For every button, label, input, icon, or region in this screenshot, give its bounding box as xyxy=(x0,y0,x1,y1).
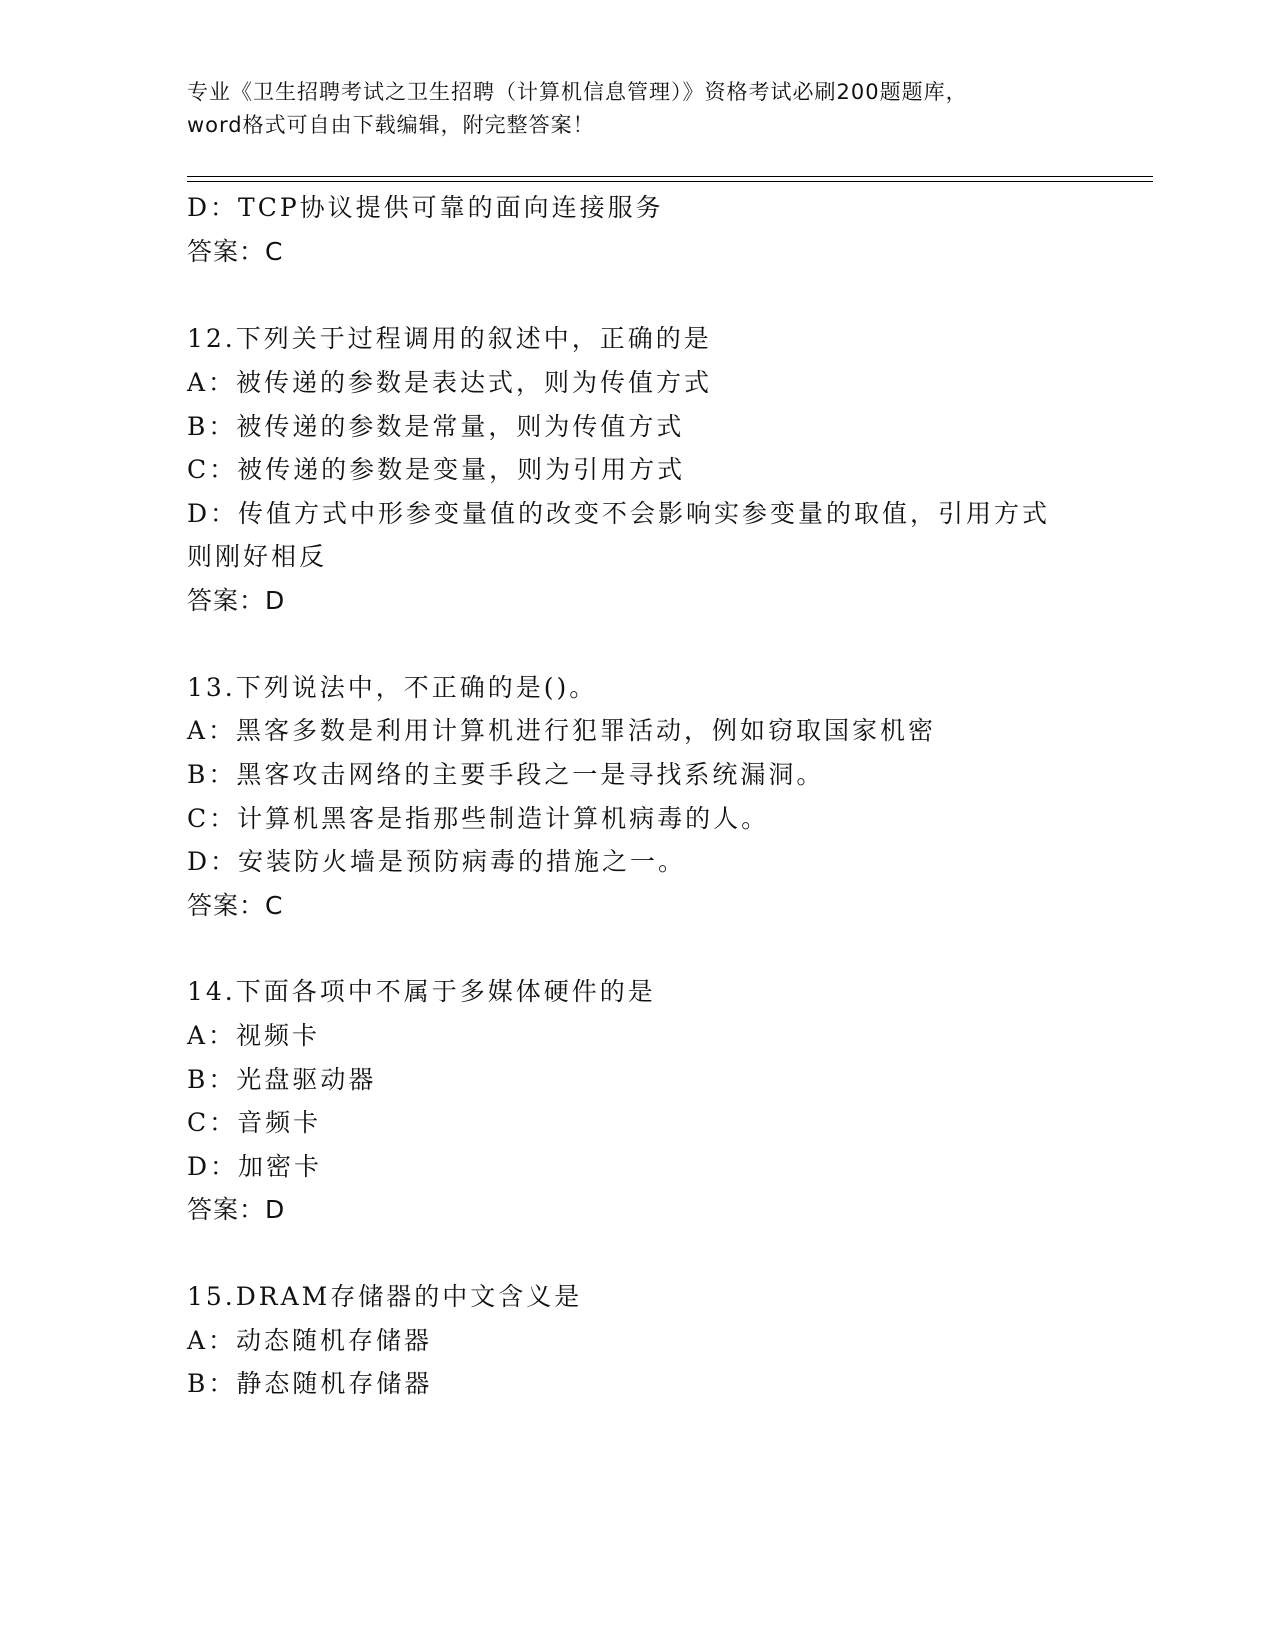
q12-option-d-line-1: D：传值方式中形参变量值的改变不会影响实参变量的取值，引用方式 xyxy=(187,499,1051,528)
q13-option-b: B：黑客攻击网络的主要手段之一是寻找系统漏洞。 xyxy=(187,760,825,789)
q12-option-d-line-2: 则刚好相反 xyxy=(187,542,328,571)
header-title-line-1: 专业《卫生招聘考试之卫生招聘（计算机信息管理）》资格考试必刷200题题库， xyxy=(187,80,968,104)
q14-option-d: D：加密卡 xyxy=(187,1152,323,1181)
q12-option-b: B：被传递的参数是常量，则为传值方式 xyxy=(187,412,685,441)
q12-option-c: C：被传递的参数是变量，则为引用方式 xyxy=(187,455,686,484)
q13-answer: 答案：C xyxy=(187,891,284,920)
q14-option-b: B：光盘驱动器 xyxy=(187,1065,377,1094)
q13-option-d: D：安装防火墙是预防病毒的措施之一。 xyxy=(187,847,687,876)
q13-option-c: C：计算机黑客是指那些制造计算机病毒的人。 xyxy=(187,804,770,833)
q15-stem: 15.DRAM存储器的中文含义是 xyxy=(187,1282,583,1311)
q13-stem: 13.下列说法中，不正确的是()。 xyxy=(187,673,598,702)
q14-option-c: C：音频卡 xyxy=(187,1108,322,1137)
q15-option-a: A：动态随机存储器 xyxy=(187,1326,433,1355)
q14-answer: 答案：D xyxy=(187,1195,286,1224)
q13-option-a: A：黑客多数是利用计算机进行犯罪活动，例如窃取国家机密 xyxy=(187,716,937,745)
prev-question-answer: 答案：C xyxy=(187,237,284,266)
prev-question-option-d: D：TCP协议提供可靠的面向连接服务 xyxy=(187,193,664,222)
q12-stem: 12.下列关于过程调用的叙述中，正确的是 xyxy=(187,324,712,353)
q12-option-a: A：被传递的参数是表达式，则为传值方式 xyxy=(187,368,713,397)
q12-answer: 答案：D xyxy=(187,586,286,615)
q15-option-b: B：静态随机存储器 xyxy=(187,1369,433,1398)
header-title-line-2: word格式可自由下载编辑，附完整答案！ xyxy=(187,113,595,137)
header-divider-top xyxy=(187,176,1153,177)
document-header xyxy=(187,76,1087,142)
q14-option-a: A：视频卡 xyxy=(187,1021,321,1050)
header-divider-bottom xyxy=(187,181,1153,182)
q14-stem: 14.下面各项中不属于多媒体硬件的是 xyxy=(187,977,656,1006)
